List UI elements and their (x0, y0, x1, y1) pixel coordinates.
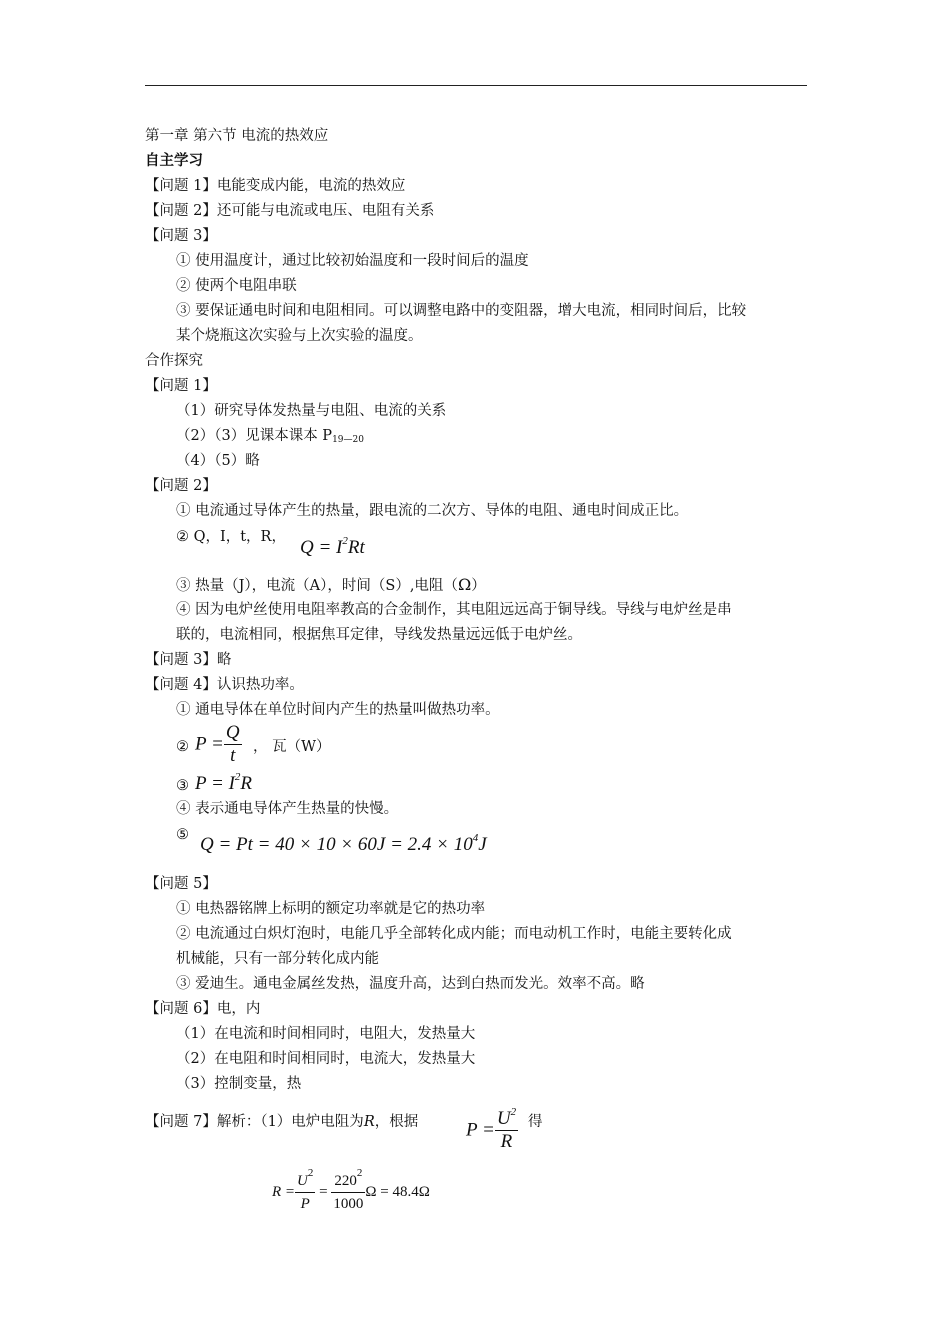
text-span: 得 (528, 1114, 543, 1130)
text-line: 【问题 5】 (145, 876, 217, 892)
text-line: ③ 热量（J），电流（A），时间（S）,电阻（Ω） (176, 575, 486, 594)
text-line: 某个烧瓶这次实验与上次实验的温度。 (176, 328, 423, 344)
text-line: ① 通电导体在单位时间内产生的热量叫做热功率。 (176, 702, 500, 718)
text-span: ， 瓦（W） (253, 739, 331, 755)
formula-resistance: R = $\frac{U^2}{P}$ = $\frac{220^2}{1000}$ Ω = 48.4Ω (272, 1167, 430, 1212)
formula-heat-calc: $Q = Pt = 40 \times 10 \times 60J = 2.4 \times 10^4J$ (200, 832, 487, 855)
text-line: ④ 表示通电导体产生热量的快慢。 (176, 801, 399, 817)
text-line: 【问题 4】认识热功率。 (145, 677, 304, 693)
text-line: （1）研究导体发热量与电阻、电流的关系 (176, 403, 447, 419)
formula-joule: $Q = I^2Rt$ (300, 535, 365, 558)
text-span: （2）（3）见课本课本 P (176, 428, 333, 444)
text-line: ② Q，I，t，R， (176, 529, 286, 545)
section-heading: 自主学习 (145, 152, 203, 169)
text-line: ① 电热器铭牌上标明的额定功率就是它的热功率 (176, 901, 486, 917)
text-line: 【问题 7】解析：（1）电炉电阻为R，根据 (145, 1114, 419, 1130)
page-range: 19—20 (332, 435, 364, 445)
text-line: （4）（5）略 (176, 453, 260, 469)
formula-heat-power: $P = I^2R$ (195, 771, 253, 794)
text-line: ③ 要保证通电时间和电阻相同。可以调整电路中的变阻器，增大电流，相同时间后，比较 (176, 303, 747, 319)
doc-title: 第一章 第六节 电流的热效应 (145, 128, 329, 144)
formula-power: P = $\frac{Q}{t}$ (195, 722, 240, 766)
text-line: （2）在电阻和时间相同时，电流大，发热量大 (176, 1051, 476, 1067)
text-line: ① 电流通过导体产生的热量，跟电流的二次方、导体的电阻、通电时间成正比。 (176, 503, 689, 519)
text-line (176, 426, 364, 446)
text-line: ③ (176, 778, 189, 794)
text-line: ⑤ (176, 827, 189, 843)
formula-power-voltage: P = $\frac{U^2}{R}$ (466, 1106, 517, 1152)
text-line: 【问题 3】略 (145, 652, 232, 668)
text-line: （1）在电流和时间相同时，电阻大，发热量大 (176, 1026, 476, 1042)
text-line: 【问题 6】电，内 (145, 1001, 261, 1017)
header-rule (145, 85, 807, 86)
text-line: ① 使用温度计，通过比较初始温度和一段时间后的温度 (176, 253, 529, 269)
text-line: ④ 因为电炉丝使用电阻率教高的合金制作，其电阻远远高于铜导线。导线与电炉丝是串 (176, 602, 732, 618)
ohm-symbol: Ω (457, 575, 472, 594)
text-line: ③ 爱迪生。通电金属丝发热，温度升高，达到白热而发光。效率不高。略 (176, 976, 645, 992)
text-line: 联的，电流相同，根据焦耳定律，导线发热量远远低于电炉丝。 (176, 627, 582, 643)
text-line: 【问题 2】 (145, 478, 217, 494)
text-line: 【问题 1】 (145, 378, 217, 394)
text-line: 【问题 2】还可能与电流或电压、电阻有关系 (145, 203, 435, 219)
text-line: （3）控制变量，热 (176, 1076, 302, 1092)
text-line: ② 电流通过白炽灯泡时，电能几乎全部转化成内能；而电动机工作时，电能主要转化成 (176, 926, 732, 942)
text-line: 机械能，只有一部分转化成内能 (176, 951, 379, 967)
text-line: ② (176, 739, 189, 755)
text-line: 【问题 1】电能变成内能，电流的热效应 (145, 178, 406, 194)
text-line: 【问题 3】 (145, 228, 217, 244)
text-line: ② 使两个电阻串联 (176, 278, 297, 294)
section-heading: 合作探究 (145, 353, 203, 369)
